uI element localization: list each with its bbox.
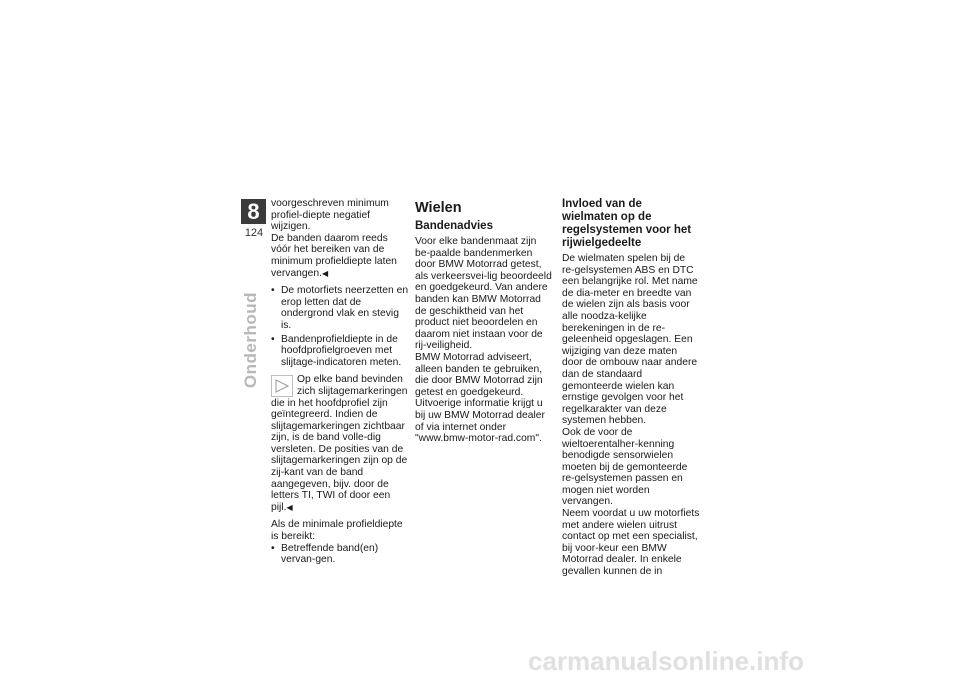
chapter-side-title: Onderhoud [241,291,260,389]
paragraph: Ook de voor de wieltoerentalher-kenning benodigde sensorwielen moeten bij de gemonteerde re-gelsystemen passen en mogen niet worden vervangen. [562,426,688,508]
note-text: Op elke band bevinden zich slijtagemarkeringen die in het hoofdprofiel zijn geïntegreerd. Indien de slijtagemarkeringen zichtbaar zijn, is de band volle-dig versleten. De posities van de slijtagemarkeringen zijn op de zij-kant van de band aangegeven, bijv. door de letters TI, TWI of door een pijl. [271,374,408,513]
paragraph: Uitvoerige informatie krijgt u bij uw BMW Motorrad dealer of via internet onder "www.bmw-motor-rad.com". [415,398,545,445]
column-3 [562,198,700,578]
paragraph: Neem voordat u uw motorfiets met andere wielen uitrust contact op met een specialist, bij voor-keur een BMW Motorrad dealer. In enkele gevallen kunnen de in [562,508,700,578]
bullet-list [271,543,409,566]
list-item: • Betreffende band(en) vervan-gen. [271,542,379,566]
end-mark-icon: ◀ [321,268,329,278]
paragraph: BMW Motorrad adviseert, alleen banden te gebruiken, die door BMW Motorrad zijn getest en goedgekeurd. [415,351,543,398]
subsection-heading: Bandenadvies [415,220,493,232]
column-2 [415,198,553,445]
note-block [271,374,409,513]
note-triangle-icon [271,375,293,397]
paragraph: voorgeschreven minimum profiel-diepte negatief wijzigen. [271,198,389,233]
chapter-number: 8 [247,198,260,224]
section-heading: Invloed van de wielmaten op de regelsystemen voor het rijwielgedeelte [562,198,692,249]
paragraph: Als de minimale profieldiepte is bereikt: [271,519,403,543]
page-number: 124 [244,227,264,239]
section-heading: Wielen [415,200,462,216]
paragraph: De wielmaten spelen bij de re-gelsystemen ABS en DTC een belangrijke rol. Met name de dia-meter en breedte van de wielen zijn als basis voor alle noodza-kelijke berekeningen in de re-geleenheid opgeslagen. Een wijziging van deze maten door de ombouw naar andere dan de standaard gemonteerde wielen kan ernstige gevolgen voor het regelkarakter van deze systemen hebben. [562,253,698,427]
paragraph: De banden daarom reeds vóór het bereiken van de minimum profieldiepte laten vervangen.◀ [271,232,397,279]
paragraph: Voor elke bandenmaat zijn be-paalde bandenmerken door BMW Motorrad getest, als verkeersvei-lig beoordeeld en goedgekeurd. Van andere banden kan BMW Motorrad de geschiktheid van het product niet beoordelen en daarom niet instaan voor de rij-veiligheid. [415,236,552,352]
watermark: carmanualsonline.info [528,646,804,676]
list-item: • De motorfiets neerzetten en erop letten dat de ondergrond vlak en stevig is. [271,285,409,331]
chapter-number-badge [241,199,266,224]
list-item: • Bandenprofieldiepte in de hoofdprofielgroeven met slijtage-indicatoren meten. [271,333,402,368]
bullet-list [271,285,409,368]
end-mark-icon: ◀ [286,502,293,512]
column-1 [271,198,409,572]
